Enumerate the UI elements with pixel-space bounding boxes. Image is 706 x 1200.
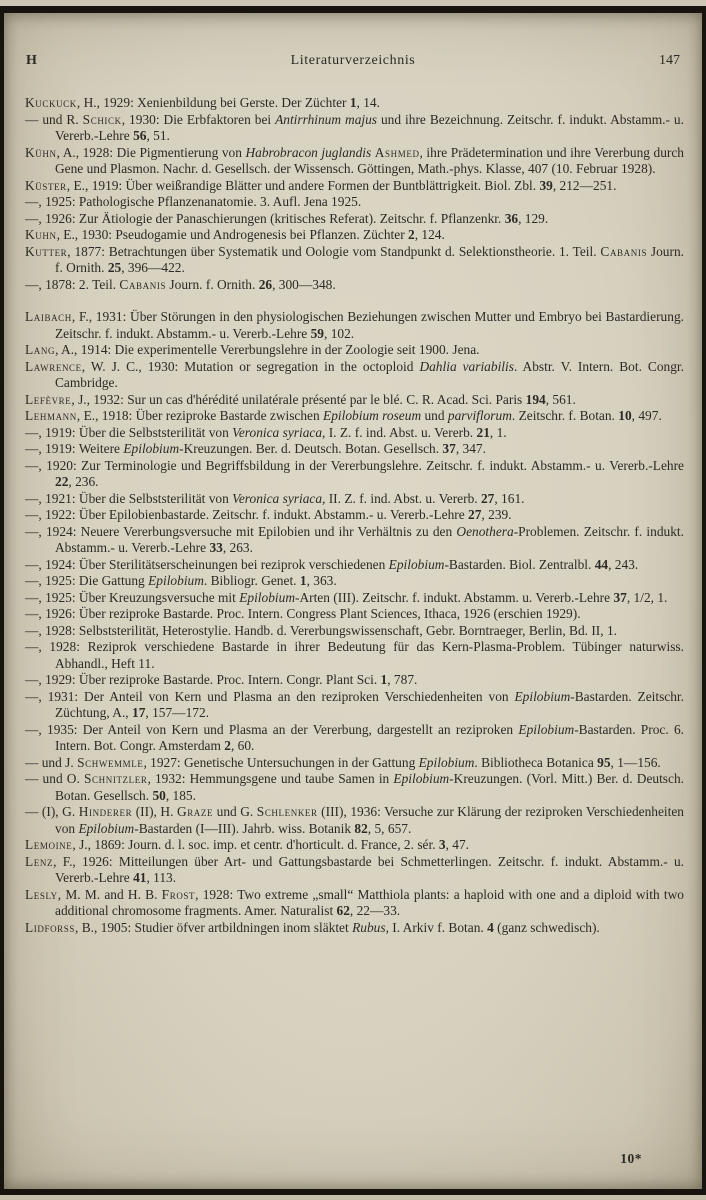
bib-entry-segment: 59 [310, 325, 324, 341]
bib-entry-segment: . Bibliogr. Genet. [203, 573, 300, 588]
bib-entry-segment: . Abstr. V. Intern. Bot. Congr. Cambridge. [55, 358, 684, 390]
bib-entry-segment: , E., 1930: Pseudogamie und Androgenesis bei Pflanzen. Züchter [56, 227, 409, 242]
bib-entry-segment: , 1928: Two extreme „small“ Matthiola plants: a haploid with one and a diploid with two additional chromosome fragments. Amer. Naturalist [55, 886, 684, 918]
bib-entry-segment: Lemoine [25, 837, 73, 852]
bib-entry-segment: Antirrhinum majus [275, 111, 378, 127]
bib-entry-segment: , 212—251. [552, 177, 617, 193]
bib-entry-segment: 17 [132, 705, 146, 720]
bib-entry-segment: Lesly [25, 886, 58, 902]
bib-entry-segment: , 243. [608, 556, 639, 572]
bib-entry-segment: , 263. [222, 540, 253, 555]
bib-entry-segment: , 561. [545, 391, 576, 407]
bib-entry-segment: 1 [349, 95, 357, 110]
bib-entry-segment: 95 [597, 754, 611, 770]
bib-entry-segment: Epilobium [514, 688, 571, 704]
bib-entry [25, 145, 684, 178]
bib-entry-segment: Journ. f. Ornith. [55, 243, 684, 275]
bib-entry [25, 606, 684, 623]
bib-entry-segment: 194 [525, 391, 546, 407]
bib-entry-segment: 41 [133, 870, 147, 885]
bib-entry-segment: Veronica syriaca [232, 424, 323, 440]
bib-entry-segment: und [421, 408, 448, 423]
bib-entry [25, 425, 684, 442]
bib-entry-segment: , 787. [387, 672, 418, 687]
bib-entry-segment: , 47. [445, 837, 470, 852]
bib-entry-segment: —, 1928: Reziprok verschiedene Bastarde in ihrer Bedeutung für das Kern-Plasma-Problem. Tübinger naturwiss. Abhandl., Heft 11. [25, 639, 684, 671]
running-head-letter: H [26, 53, 37, 68]
bib-entry-segment: Habrobracon juglandis [245, 144, 372, 160]
bib-entry-segment: — (I), G. [25, 804, 79, 819]
bib-entry-segment: 2 [224, 738, 231, 753]
bib-entry [25, 277, 684, 294]
bib-entry [25, 227, 684, 244]
bib-entry-segment: Frost [161, 886, 196, 902]
bib-entry-segment: Epilobium [123, 441, 180, 456]
bib-entry-segment: , E., 1918: Über reziproke Bastarde zwischen [76, 408, 324, 423]
bib-entry-segment: Cabanis [119, 276, 167, 292]
bib-entry-segment: , 1932: Hemmungsgene und taube Samen in [147, 771, 394, 786]
bib-entry [25, 804, 684, 837]
bib-entry-segment: , 1/2, 1. [626, 589, 668, 605]
bib-entry-segment: , 51. [146, 128, 170, 143]
bib-entry-segment: . Bibliotheca Botanica [474, 754, 598, 770]
bib-entry-segment: -Kreuzungen. Ber. d. Deutsch. Botan. Gesellsch. [179, 441, 443, 456]
bib-entry-segment: 1 [299, 573, 307, 588]
bib-entry-segment: , H., 1929: Xenienbildung bei Gerste. Der Züchter [76, 95, 350, 110]
bib-entry [25, 755, 684, 772]
bib-entry-segment: , 396—422. [121, 260, 185, 275]
bib-entry-segment: —, 1935: Der Anteil von Kern und Plasma an der Vererbung, dargestellt an reziproken [25, 721, 519, 737]
bib-entry-segment: 56 [133, 128, 147, 143]
bib-entry-segment: 27 [468, 507, 482, 522]
bib-entry-segment: , 5, 657. [367, 820, 412, 836]
bib-entry-segment: Journ. f. Ornith. [166, 276, 259, 292]
bib-entry [25, 623, 684, 640]
bib-entry-segment: , 60. [230, 738, 255, 753]
bib-entry-segment: und G. [213, 804, 257, 819]
bib-entry-segment: , 1930: Die Erbfaktoren bei [121, 111, 276, 127]
bib-entry-segment: —, 1925: Die Gattung [25, 573, 149, 588]
bib-entry [25, 392, 684, 409]
bib-entry [25, 590, 684, 607]
bib-entry-segment: -Problemen. Zeitschr. f. indukt. Abstamm.- u. Vererb.-Lehre [55, 523, 684, 555]
bib-entry [25, 854, 684, 887]
bib-entry-segment: 33 [209, 540, 223, 555]
bib-entry [25, 771, 684, 804]
bib-entry-segment: 10 [618, 408, 632, 423]
bib-entry [25, 837, 684, 854]
bib-entry-segment: —, 1924: Neuere Vererbungsversuche mit Epilobien und ihr Verhältnis zu den [25, 523, 457, 539]
bib-entry [25, 178, 684, 195]
bib-entry-segment: , 22—33. [349, 903, 401, 918]
bib-entry-segment: -Kreuzungen. (Vorl. Mitt.) Ber. d. Deutsch. Botan. Gesellsch. [55, 771, 684, 803]
bib-entry-segment: —, 1926: Über reziproke Bastarde. Proc. Intern. Congress Plant Sciences, Ithaca, 1926 (erschien 1929). [25, 606, 581, 621]
bib-entry-segment: -Bastarden. Biol. Zentralbl. [444, 556, 595, 572]
bib-entry-segment: —, 1931: Der Anteil von Kern und Plasma an den reziproken Verschiedenheiten von [25, 688, 515, 704]
bib-entry-segment: —, 1925: Über Kreuzungsversuche mit [25, 589, 240, 605]
bib-entry-segment: , 1—156. [610, 754, 661, 770]
bib-entry-segment: , I. Z. f. ind. Abst. u. Vererb. [322, 424, 477, 440]
bib-entry-segment: , 239. [481, 507, 512, 522]
bib-entry-segment: , 1. [489, 424, 507, 440]
bib-entry-segment: , 300—348. [272, 276, 336, 292]
bib-entry-segment: —, 1919: Weitere [25, 441, 124, 456]
bib-entry-segment: und ihre Bezeichnung. Zeitschr. f. indukt. Abstamm.- u. Vererb.-Lehre [55, 111, 684, 143]
bib-entry [25, 194, 684, 211]
bib-entry-segment: —, 1924: Über Sterilitätserscheinungen bei reziprok verschiedenen [25, 556, 389, 572]
bib-entry-segment: , 124. [414, 227, 445, 242]
bib-entry [25, 507, 684, 524]
bib-entry-segment: 4 [487, 919, 494, 935]
bib-entry-segment: Epilobium [393, 771, 450, 786]
bib-entry-segment: , J., 1869: Journ. d. l. soc. imp. et centr. d'horticult. d. France, 2. sér. [72, 837, 439, 852]
running-head-title: Literaturverzeichnis [290, 53, 416, 68]
bib-entry-segment: , M. M. and H. B. [57, 886, 162, 902]
bib-entry-segment: Kühn [25, 144, 57, 160]
bib-entry-segment: -Bastarden. Zeitschr. Züchtung, A., [55, 688, 685, 720]
bib-entry-segment: Ashmed [374, 144, 420, 160]
bib-entry-segment: Rubus [352, 919, 386, 935]
bib-entry-segment: Epilobium [418, 754, 475, 770]
bib-entry-segment: , 347. [455, 441, 486, 456]
bib-entry-segment: —, 1878: 2. Teil. [25, 276, 120, 292]
bib-entry-segment: , 185. [165, 787, 196, 803]
bib-entry-segment: 21 [476, 424, 490, 440]
bib-entry-segment: —, 1922: Über Epilobienbastarde. Zeitschr. f. indukt. Abstamm.- u. Vererb.-Lehre [25, 507, 469, 522]
bib-entry [25, 672, 684, 689]
bib-entry-segment: Graze [176, 804, 214, 819]
bib-entry-segment: Laibach [25, 309, 72, 324]
bib-entry-segment: Kuhn [25, 227, 57, 242]
bib-entry [25, 722, 684, 755]
bib-entry [25, 359, 684, 392]
bib-entry-segment: Epilobium [518, 721, 575, 737]
bib-entry-segment: , 236. [68, 474, 99, 489]
bib-entry-segment: , J., 1932: Sur un cas d'hérédité unilatérale présenté par le blé. C. R. Acad. Sci. Paris [71, 391, 526, 407]
bib-entry-segment: 44 [594, 556, 609, 572]
bib-entry-segment: Schick [82, 111, 122, 127]
bibliography-list [25, 95, 684, 936]
bib-entry-segment: , 14. [356, 95, 380, 110]
bib-entry-segment: , F., 1931: Über Störungen in den physiologischen Beziehungen zwischen Mutter und Embryo bei Bastardierung. Zeitschr. f. indukt. Abstamm.- u. Vererb.-Lehre [55, 309, 684, 341]
bib-entry-segment: , W. J. C., 1930: Mutation or segregation in the octoploid [81, 358, 420, 374]
bib-entry-segment: Kuckuck [25, 95, 77, 110]
bib-entry [25, 309, 684, 342]
bib-entry-segment: . Zeitschr. f. Botan. [511, 408, 619, 423]
bib-entry-segment: Lefèvre [25, 391, 72, 407]
bib-entry-segment: 37 [442, 441, 456, 456]
bib-entry [25, 244, 684, 277]
bib-entry [25, 342, 684, 359]
bib-entry-segment: , F., 1926: Mitteilungen über Art- und Gattungsbastarde bei Schmetterlingen. Zeitschr. f. indukt. Abstamm.- u. Vererb.-Lehre [53, 853, 684, 885]
bib-entry-segment: Veronica syriaca [232, 490, 323, 506]
bib-entry-segment: 37 [613, 589, 627, 605]
bib-entry-segment: -Bastarden. Proc. 6. Intern. Bot. Congr. Amsterdam [55, 721, 684, 753]
bib-entry-segment: , 161. [494, 490, 525, 506]
page-number: 147 [659, 53, 680, 68]
bib-entry-segment: —, 1926: Zur Ätiologie der Panaschierungen (kritisches Referat). Zeitschr. f. Pflanzenkr. [25, 210, 505, 226]
bib-entry-segment: 82 [354, 820, 368, 836]
bib-entry [25, 920, 684, 937]
bib-entry-segment: , 102. [324, 325, 355, 341]
bib-entry-segment: , 363. [306, 573, 337, 588]
bib-entry-segment: , B., 1905: Studier öfver artbildningen inom släktet [75, 919, 353, 935]
bib-entry-segment: —, 1921: Über die Selbststerilität von [25, 490, 233, 506]
bib-entry-segment: —, 1925: Pathologische Pflanzenanatomie. 3. Aufl. Jena 1925. [25, 194, 362, 209]
bib-entry-segment: Epilobium [388, 556, 445, 572]
bib-entry-segment: Lehmann [25, 408, 77, 423]
book-page [4, 13, 702, 1189]
bib-entry [25, 689, 684, 722]
bib-entry-segment: —, 1928: Selbststerilität, Heterostylie. Handb. d. Vererbungswissenschaft, Gebr. Borntraeger, Berlin, Bd. II, 1. [25, 622, 618, 638]
bib-entry-segment: 50 [152, 787, 166, 803]
bib-entry-segment: -Arten (III). Zeitschr. f. indukt. Abstamm. u. Vererb.-Lehre [295, 589, 614, 605]
bib-entry-segment: (III), 1936: Versuche zur Klärung der reziproken Verschiedenheiten von [55, 804, 685, 836]
bib-entry-segment: , 129. [518, 210, 549, 226]
bib-entry-segment: , 497. [631, 408, 662, 423]
bib-entry [25, 557, 684, 574]
bib-entry-segment: , E., 1919: Über weißrandige Blätter und andere Formen der Buntblättrigkeit. Biol. Zbl. [66, 177, 540, 193]
bib-entry-segment: 1 [380, 672, 388, 687]
bib-entry-segment: Hinderer [78, 804, 133, 819]
bib-entry-segment: — und R. [25, 111, 83, 127]
bib-entry-segment: 62 [336, 903, 350, 918]
bib-entry-segment: — und J. [25, 754, 78, 770]
bib-entry-segment: —, 1929: Über reziproke Bastarde. Proc. Intern. Congr. Plant Sci. [25, 672, 381, 687]
bib-entry-segment: 2 [408, 227, 415, 242]
bib-entry-segment: Lidforss [25, 919, 75, 935]
bib-entry [25, 573, 684, 590]
bib-entry-segment: , A., 1914: Die experimentelle Vererbungslehre in der Zoologie seit 1900. Jena. [55, 342, 480, 357]
bib-entry-segment: Schwemmle [77, 754, 144, 770]
bib-entry-segment: Epilobium roseum [323, 408, 422, 423]
bib-entry-segment: 39 [539, 177, 553, 193]
bib-entry-segment: Dahlia variabilis [419, 358, 514, 374]
bib-entry-segment: 3 [438, 837, 446, 852]
bib-entry [25, 441, 684, 458]
bib-entry [25, 458, 684, 491]
bib-entry [25, 408, 684, 425]
bib-entry-segment: Oenothera [456, 523, 514, 539]
bib-entry-segment: , 1927: Genetische Untersuchungen in der Gattung [143, 754, 419, 770]
bib-entry-segment: parviflorum [447, 408, 512, 423]
bib-entry-segment: -Bastarden (I—III). Jahrb. wiss. Botanik [134, 820, 355, 836]
bib-entry-segment: —, 1919: Über die Selbststerilität von [25, 424, 233, 440]
bib-entry-segment: , ihre Prädetermination und ihre Vererbung durch Gene und Plasmon. Nachr. d. Gesellsch. der Wissensch. Göttingen, Math.-phys. Klasse, 407 (10. Februar 1928). [55, 144, 684, 176]
bib-entry-segment: , I. Arkiv f. Botan. [385, 919, 488, 935]
bib-entry-segment: —, 1920: Zur Terminologie und Begriffsbildung in der Vererbungslehre. Zeitschr. f. indukt. Abstamm.- u. Vererb.-Lehre [25, 457, 684, 473]
bib-entry-segment: , 113. [146, 870, 177, 885]
bib-entry-segment: Epilobium [78, 820, 135, 836]
bib-entry [25, 211, 684, 228]
bib-entry-segment: Cabanis [600, 243, 648, 259]
bib-entry [25, 639, 684, 672]
bib-entry-segment: (II), H. [132, 804, 177, 819]
bib-entry-segment: Küster [25, 177, 67, 193]
bib-entry-segment: Schlenker [256, 804, 318, 819]
bib-entry-segment: 27 [480, 490, 495, 506]
bib-entry [25, 95, 684, 112]
bib-entry [25, 112, 684, 145]
bib-entry-segment: , 157—172. [145, 705, 209, 720]
bib-entry-segment: , 1877: Betrachtungen über Systematik und Oologie vom Standpunkt d. Selektionstheorie. 1. Teil. [67, 243, 601, 259]
bib-entry-segment: Kutter [25, 243, 68, 259]
bib-entry-segment: (ganz schwedisch). [493, 919, 600, 935]
signature-mark: 10* [620, 1151, 642, 1166]
bib-entry-segment: , II. Z. f. ind. Abst. u. Vererb. [322, 490, 481, 506]
bib-entry-segment: Lawrence [25, 358, 82, 374]
bib-entry-segment: Epilobium [239, 589, 295, 605]
bib-entry-segment: 36 [504, 210, 519, 226]
running-head [26, 53, 680, 69]
bib-entry-segment: Epilobium [148, 573, 204, 588]
bib-entry-segment: Lenz [25, 853, 54, 869]
bib-entry-segment: 25 [107, 260, 122, 275]
bib-entry-segment: , A., 1928: Die Pigmentierung von [56, 144, 246, 160]
bib-entry [25, 491, 684, 508]
bib-entry-segment: 22 [55, 474, 69, 489]
bib-entry-segment: 26 [258, 276, 273, 292]
bib-entry-segment: Schnitzler [84, 771, 148, 786]
bib-entry [25, 887, 684, 920]
bib-entry-segment: — und O. [25, 771, 84, 786]
bib-entry [25, 524, 684, 557]
bib-entry-segment: Lang [25, 342, 56, 357]
